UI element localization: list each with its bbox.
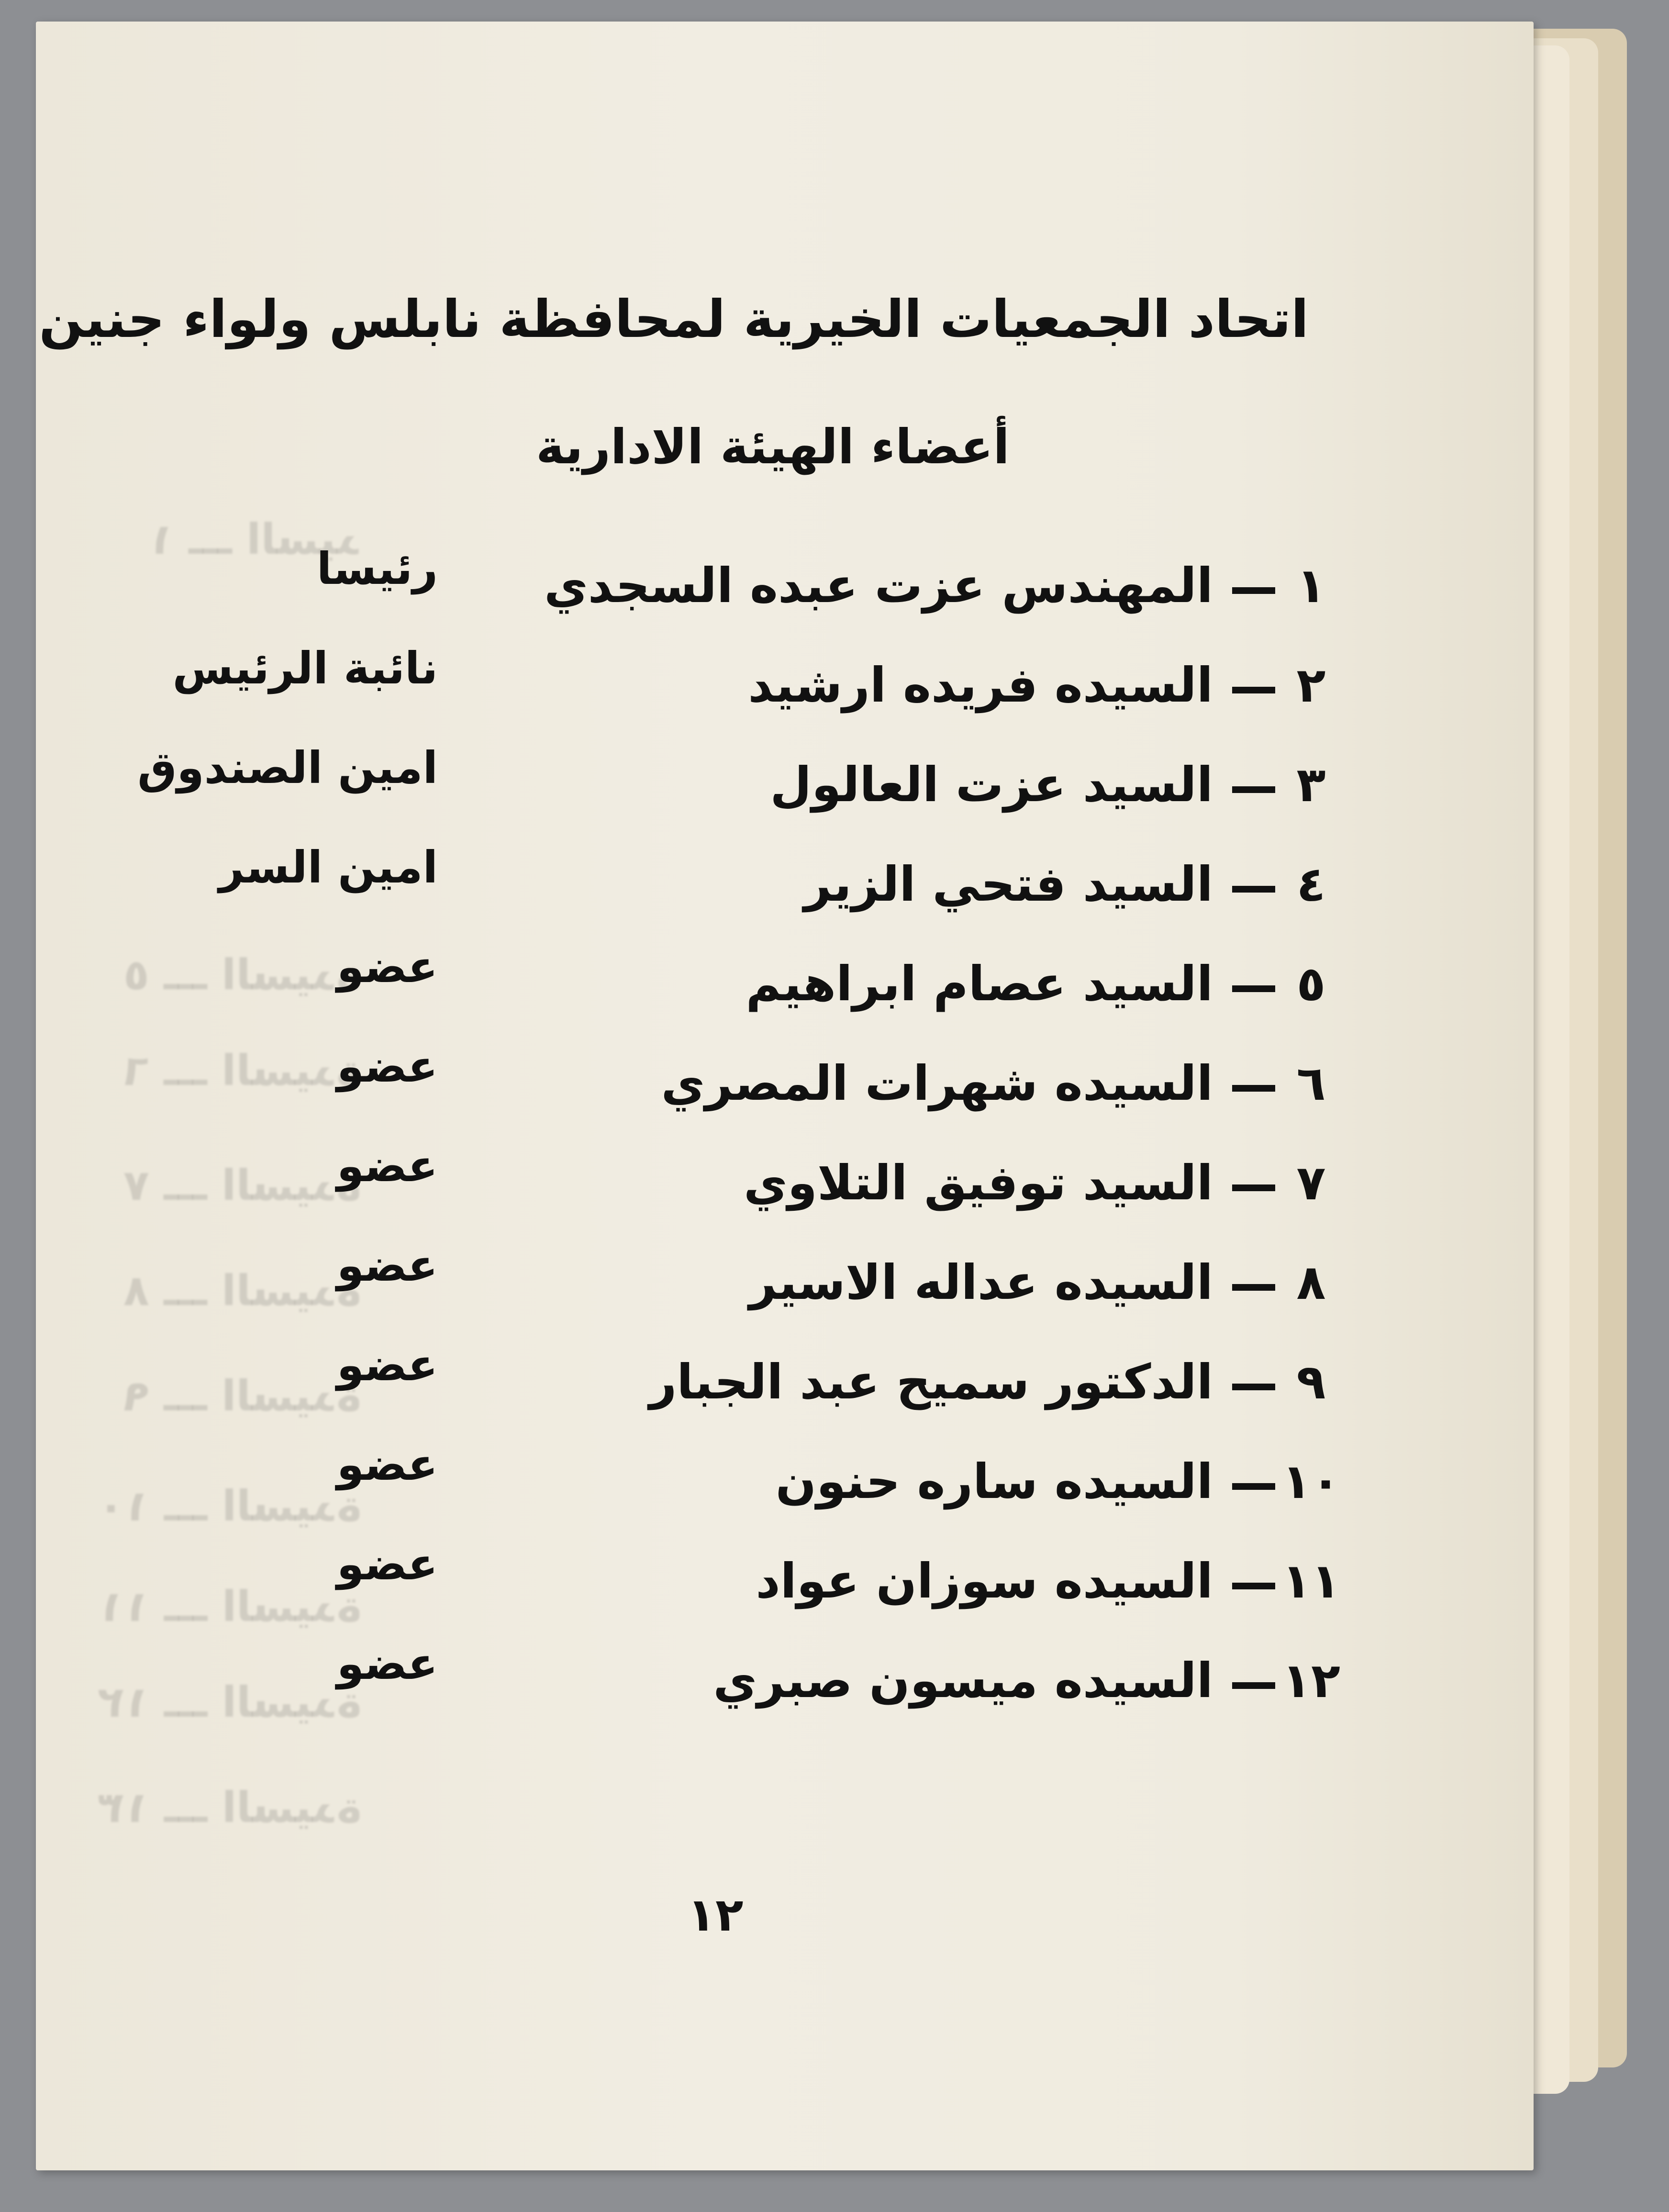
member-number: ٣: [1296, 757, 1326, 813]
member-row: [170, 1240, 1347, 1331]
member-row: [170, 1340, 1347, 1430]
member-row: [137, 742, 1347, 833]
member-row: [170, 1638, 1347, 1729]
member-row: [170, 1041, 1347, 1132]
member-role: عضو: [336, 1539, 438, 1590]
show-through-text: ١٢ ـــ السيدة: [98, 1677, 361, 1727]
member-role: امين الصندوق: [137, 742, 438, 793]
member-name: السيد عصام ابراهيم: [745, 956, 1213, 1012]
member-number: ١: [1296, 558, 1326, 614]
show-through-text: ٧ ـــ السيدة: [123, 1161, 361, 1210]
member-dash: [1232, 886, 1275, 893]
show-through-text: ٦ ـــ السيدة: [123, 1046, 361, 1095]
member-row: [170, 1439, 1347, 1530]
member-role: عضو: [336, 1340, 438, 1391]
member-dash: [1232, 1085, 1275, 1092]
member-number: ٧: [1296, 1155, 1326, 1211]
member-name: السيد توفيق التلاوي: [744, 1155, 1213, 1211]
show-through-text: ٩ ـــ السيدة: [123, 1371, 361, 1420]
show-through-text: ١١ ـــ السيدة: [98, 1582, 361, 1631]
member-number: ٨: [1296, 1254, 1326, 1310]
page-content: [36, 22, 1534, 2170]
member-name: الدكتور سميح عبد الجبار: [649, 1354, 1213, 1410]
member-name: السيد عزت العالول: [770, 757, 1213, 813]
member-number: ١١: [1281, 1553, 1341, 1609]
member-name: السيده عداله الاسير: [749, 1254, 1213, 1310]
member-dash: [1232, 985, 1275, 992]
show-through-text: ٨ ـــ السيدة: [123, 1266, 361, 1315]
member-name: السيده سوزان عواد: [756, 1553, 1213, 1609]
member-dash: [1232, 1682, 1275, 1689]
document-subtitle: أعضاء الهيئة الادارية: [536, 419, 1010, 475]
member-role: عضو: [336, 1638, 438, 1689]
member-role: عضو: [336, 941, 438, 993]
member-number: ٢: [1296, 657, 1326, 713]
member-name: المهندس عزت عبده السجدي: [544, 558, 1213, 614]
member-dash: [1232, 786, 1275, 793]
member-role: نائبة الرئيس: [172, 643, 438, 694]
member-role: امين السر: [219, 842, 438, 893]
member-dash: [1232, 1384, 1275, 1390]
document-title: اتحاد الجمعيات الخيرية لمحافظة نابلس ولواء جنين: [39, 290, 1309, 349]
member-name: السيد فتحي الزير: [803, 856, 1213, 912]
member-row: [170, 643, 1347, 734]
show-through-text: ١ ـــ السيد: [148, 514, 361, 564]
show-through-text: ١٠ ـــ السيدة: [98, 1481, 361, 1531]
show-through-text: ١٣ ـــ السيدة: [98, 1783, 361, 1832]
member-role: عضو: [336, 1140, 438, 1192]
member-number: ٥: [1296, 956, 1326, 1012]
member-dash: [1232, 587, 1275, 594]
member-number: ٤: [1296, 856, 1326, 912]
member-role: عضو: [336, 1240, 438, 1291]
member-number: ١٢: [1281, 1653, 1341, 1709]
member-row: [170, 941, 1347, 1032]
member-number: ١٠: [1281, 1453, 1341, 1509]
member-row: [170, 1539, 1347, 1630]
member-dash: [1232, 1284, 1275, 1291]
member-row: [170, 543, 1347, 634]
member-row: [170, 842, 1347, 933]
member-role: عضو: [336, 1439, 438, 1490]
member-dash: [1232, 1184, 1275, 1191]
show-through-text: ٥ ـــ السيدة: [123, 950, 361, 999]
member-dash: [1232, 687, 1275, 693]
member-dash: [1232, 1483, 1275, 1490]
member-role: رئيسا: [316, 543, 438, 594]
member-name: السيده فريده ارشيد: [748, 657, 1213, 713]
member-number: ٩: [1296, 1354, 1326, 1410]
member-row: [170, 1140, 1347, 1231]
member-dash: [1232, 1583, 1275, 1589]
member-name: السيده شهرات المصري: [661, 1055, 1213, 1111]
page-number: ١٢: [687, 1888, 744, 1942]
member-name: السيده ميسون صبري: [713, 1653, 1213, 1709]
member-number: ٦: [1296, 1055, 1326, 1111]
document-page: [36, 22, 1534, 2170]
member-name: السيده ساره حنون: [775, 1453, 1213, 1509]
member-role: عضو: [336, 1041, 438, 1092]
